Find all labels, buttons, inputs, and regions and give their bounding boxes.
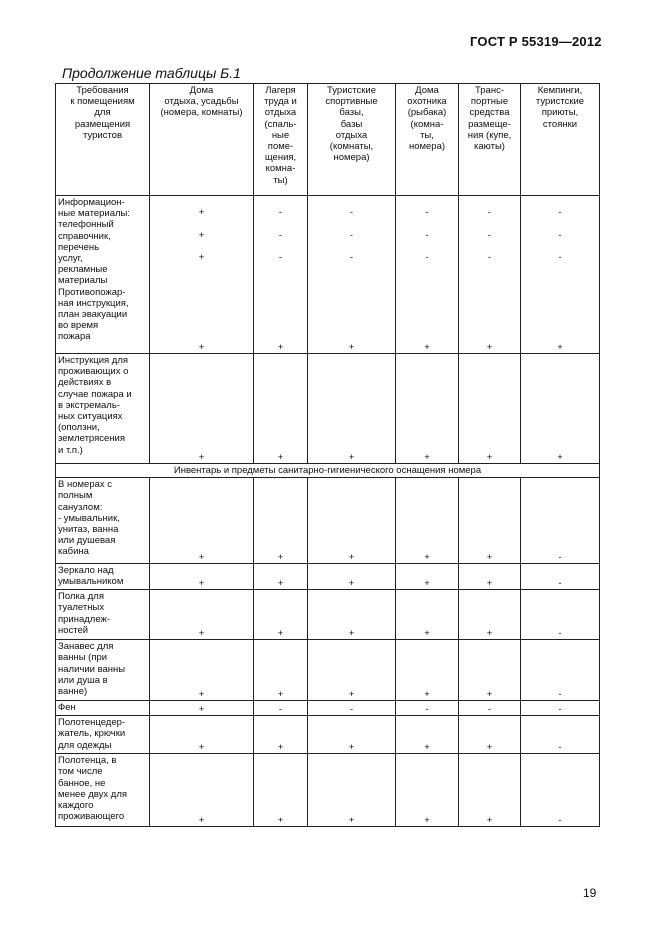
value-cell: +: [396, 478, 459, 564]
value-cell: - - - +: [396, 196, 459, 354]
value-cell: +: [459, 640, 521, 701]
value-cell: +: [521, 354, 600, 464]
requirement-cell: Информацион- ные материалы: телефонный справочник, перечень услуг, рекламные материалы Противопожар- ная инструкция, план эвакуации во время пожара: [56, 196, 150, 354]
requirements-table: [55, 83, 600, 827]
value-cell: +: [459, 354, 521, 464]
value-cell: -: [459, 701, 521, 716]
section-title: Инвентарь и предметы санитарно-гигиенического оснащения номера: [56, 464, 600, 478]
value-cell: +: [308, 716, 396, 754]
value-cell: - - - +: [459, 196, 521, 354]
value-cell: -: [521, 701, 600, 716]
table-row: [56, 564, 600, 590]
requirement-cell: Зеркало над умывальником: [56, 564, 150, 590]
value-cell: +: [254, 354, 308, 464]
value-cell: -: [396, 701, 459, 716]
value-cell: +: [308, 564, 396, 590]
table-row: [56, 196, 600, 354]
value-cell: +: [254, 564, 308, 590]
value-cell: +: [396, 754, 459, 827]
value-cell: +: [459, 716, 521, 754]
value-cell: +: [459, 754, 521, 827]
value-cell: +: [308, 590, 396, 640]
value-cell: -: [521, 478, 600, 564]
value-cell: -: [521, 640, 600, 701]
value-cell: +: [396, 564, 459, 590]
requirement-cell: Инструкция для проживающих о действиях в случае пожара и в экстремаль- ных ситуациях (оползни, землетрясения и т.п.): [56, 354, 150, 464]
value-cell: +: [150, 564, 254, 590]
value-cell: -: [254, 701, 308, 716]
value-cell: -: [521, 716, 600, 754]
requirement-cell: Полотенца, в том числе банное, не менее двух для каждого проживающего: [56, 754, 150, 827]
requirement-cell: Занавес для ванны (при наличии ванны или душа в ванне): [56, 640, 150, 701]
requirement-cell: Полотенцедер- жатель, крючки для одежды: [56, 716, 150, 754]
value-cell: - - - +: [254, 196, 308, 354]
value-cell: +: [308, 754, 396, 827]
value-cell: -: [521, 754, 600, 827]
value-cell: +: [396, 590, 459, 640]
value-cell: +: [150, 590, 254, 640]
table-row: [56, 640, 600, 701]
table-row: [56, 478, 600, 564]
column-header: Дома охотника (рыбака) (комна- ты, номера): [396, 84, 459, 196]
section-row: [56, 464, 600, 478]
table-row: [56, 590, 600, 640]
value-cell: +: [150, 640, 254, 701]
table-row: [56, 701, 600, 716]
value-cell: +: [459, 590, 521, 640]
column-header: Дома отдыха, усадьбы (номера, комнаты): [150, 84, 254, 196]
value-cell: +: [150, 354, 254, 464]
table-caption: Продолжение таблицы Б.1: [62, 65, 241, 81]
value-cell: +: [150, 716, 254, 754]
page-number: 19: [583, 886, 597, 900]
value-cell: - - - +: [521, 196, 600, 354]
value-cell: +: [308, 640, 396, 701]
value-cell: - - - +: [308, 196, 396, 354]
requirement-cell: В номерах с полным санузлом: - умывальник, унитаз, ванна или душевая кабина: [56, 478, 150, 564]
value-cell: +: [254, 716, 308, 754]
value-cell: -: [521, 564, 600, 590]
value-cell: +: [396, 716, 459, 754]
requirement-cell: Полка для туалетных принадлеж- ностей: [56, 590, 150, 640]
value-cell: +: [308, 478, 396, 564]
value-cell: +: [396, 640, 459, 701]
value-cell: + + + +: [150, 196, 254, 354]
column-header: Лагеря труда и отдыха (спаль- ные поме- щения, комна- ты): [254, 84, 308, 196]
value-cell: +: [459, 564, 521, 590]
table-row: [56, 754, 600, 827]
column-header: Туристские спортивные базы, базы отдыха (комнаты, номера): [308, 84, 396, 196]
column-header: Транс- портные средства размеще- ния (купе, каюты): [459, 84, 521, 196]
column-header: Кемпинги, туристские приюты, стоянки: [521, 84, 600, 196]
document-standard-id: ГОСТ Р 55319—2012: [470, 34, 602, 49]
value-cell: +: [150, 701, 254, 716]
value-cell: +: [254, 478, 308, 564]
value-cell: +: [396, 354, 459, 464]
value-cell: +: [459, 478, 521, 564]
value-cell: +: [254, 590, 308, 640]
value-cell: +: [150, 754, 254, 827]
value-cell: +: [254, 754, 308, 827]
requirement-cell: Фен: [56, 701, 150, 716]
table-row: [56, 716, 600, 754]
value-cell: -: [521, 590, 600, 640]
table-header-row: [56, 84, 600, 196]
value-cell: +: [254, 640, 308, 701]
column-header: Требования к помещениям для размещения туристов: [56, 84, 150, 196]
value-cell: +: [150, 478, 254, 564]
value-cell: -: [308, 701, 396, 716]
value-cell: +: [308, 354, 396, 464]
table-row: [56, 354, 600, 464]
